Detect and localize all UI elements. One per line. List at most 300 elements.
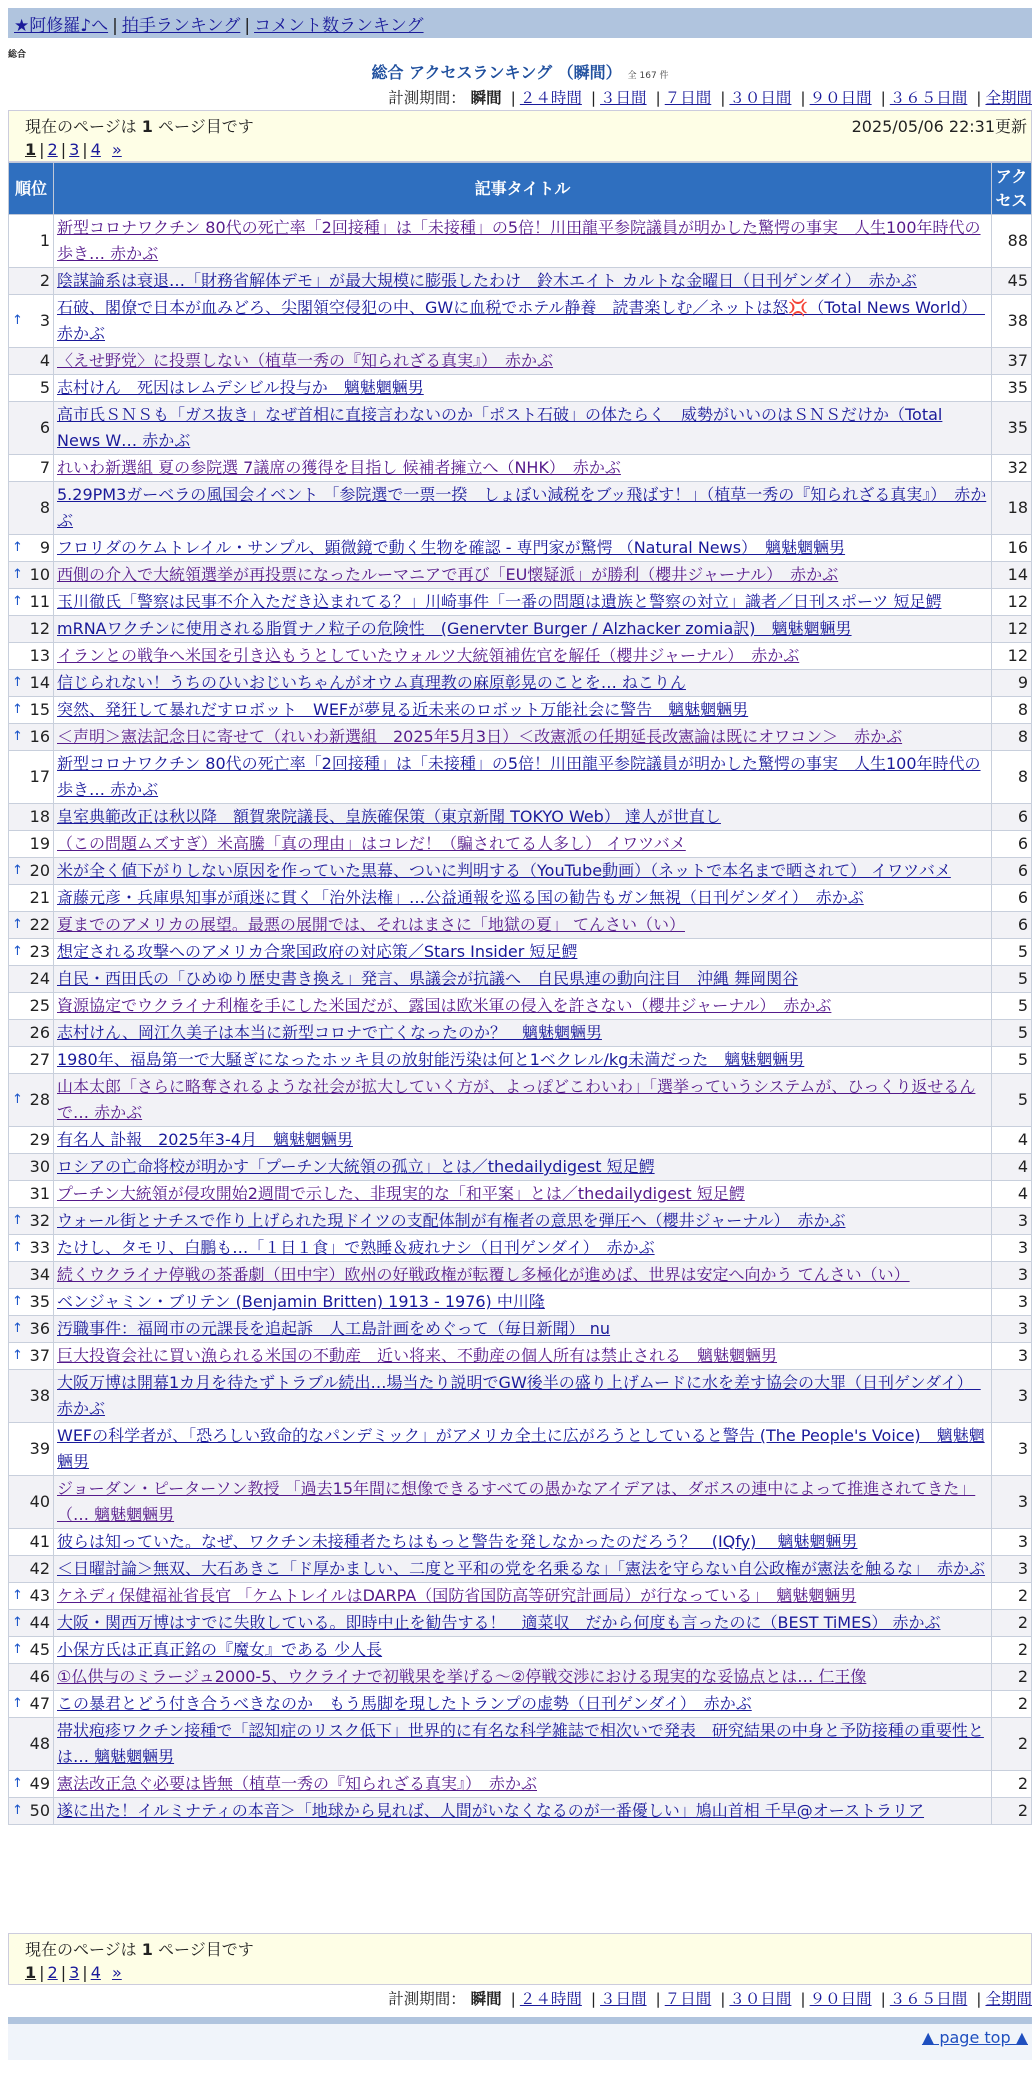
- rank-number: 9: [39, 538, 50, 557]
- rank-up-arrow-icon: ↑: [12, 1213, 23, 1228]
- access-count: 5: [992, 939, 1032, 966]
- table-row: [9, 858, 1032, 885]
- access-count: 2: [992, 1637, 1032, 1664]
- page-text-before: 現在のページは: [25, 117, 137, 136]
- rank-cell: [9, 215, 54, 268]
- home-link[interactable]: ★阿修羅♪へ: [14, 16, 109, 36]
- access-count: 12: [992, 616, 1032, 643]
- title-cell: [54, 402, 992, 455]
- rank-up-arrow-icon: ↑: [12, 1642, 23, 1657]
- access-count: 16: [992, 535, 1032, 562]
- rank-cell: [9, 804, 54, 831]
- article-title-link[interactable]: 志村けん 死因はレムデシビル投与か 魑魅魍魎男: [57, 378, 424, 397]
- table-row: [9, 1664, 1032, 1691]
- rank-cell: [9, 1047, 54, 1074]
- rank-number: 5: [39, 378, 50, 397]
- table-row: [9, 215, 1032, 268]
- article-title-link[interactable]: 大阪・関西万博はすでに失敗している。即時中止を勧告する！ 適菜収 だから何度も言ったのに（BEST TiMES） 赤かぶ: [57, 1613, 941, 1632]
- title-cell: [54, 1208, 992, 1235]
- period-separator: |: [880, 89, 886, 107]
- article-title-link[interactable]: 皇室典範改正は秋以降 額賀衆院議長、皇族確保策（東京新聞 TOKYO Web） 達人が世直し: [57, 807, 721, 826]
- table-row: [9, 589, 1032, 616]
- title-cell: [54, 643, 992, 670]
- rank-cell: [9, 1316, 54, 1343]
- rank-cell: [9, 1718, 54, 1771]
- period-selector-bottom: [332, 1987, 1032, 2009]
- access-count: 6: [992, 858, 1032, 885]
- rank-number: 48: [29, 1734, 50, 1753]
- rank-up-arrow-icon: ↑: [12, 594, 23, 609]
- article-title-link[interactable]: イランとの戦争へ米国を引き込もうとしていたウォルツ大統領補佐官を解任（櫻井ジャーナル） 赤かぶ: [57, 646, 800, 665]
- title-cell: [54, 482, 992, 535]
- rank-cell: [9, 1423, 54, 1476]
- rank-cell: [9, 295, 54, 348]
- article-title-link[interactable]: れいわ新選組 夏の参院選 7議席の獲得を目指し 候補者擁立へ（NHK） 赤かぶ: [57, 458, 621, 477]
- title-cell: [54, 993, 992, 1020]
- table-row: [9, 1610, 1032, 1637]
- rank-number: 27: [29, 1050, 50, 1069]
- rank-up-arrow-icon: ↑: [12, 917, 23, 932]
- table-row: [9, 482, 1032, 535]
- table-row: [9, 1529, 1032, 1556]
- access-count: 5: [992, 1074, 1032, 1127]
- article-title-link[interactable]: 大阪万博は開幕1カ月を待たずトラブル続出…場当たり説明でGW後半の盛り上げムードに水を差す協会の大罪（日刊ゲンダイ） 赤かぶ: [57, 1373, 981, 1418]
- article-title-link[interactable]: 彼らは知っていた。なぜ、ワクチン未接種者たちはもっと警告を発しなかったのだろう？ (IQfy) 魑魅魍魎男: [57, 1532, 858, 1551]
- rank-up-arrow-icon: ↑: [12, 1240, 23, 1255]
- article-title-link[interactable]: mRNAワクチンに使用される脂質ナノ粒子の危険性 (Genervter Burger / Alzhacker zomia訳) 魑魅魍魎男: [57, 619, 852, 638]
- title-cell: [54, 1343, 992, 1370]
- access-count: 12: [992, 589, 1032, 616]
- rank-number: 45: [29, 1640, 50, 1659]
- page-top-bar: [8, 2024, 1032, 2060]
- rank-number: 46: [29, 1667, 50, 1686]
- pager-page-2[interactable]: 2: [47, 140, 58, 159]
- page-info-top: [8, 110, 1032, 162]
- rank-number: 35: [29, 1292, 50, 1311]
- access-count: 88: [992, 215, 1032, 268]
- article-title-link[interactable]: 高市氏ＳＮＳも「ガス抜き」なぜ首相に直接言わないのか「ポスト石破」の体たらく 威勢がいいのはＳＮＳだけか（Total News W… 赤かぶ: [57, 405, 943, 450]
- rank-cell: [9, 912, 54, 939]
- article-title-link[interactable]: 想定される攻撃へのアメリカ合衆国政府の対応策／Stars Insider 短足鰐: [57, 942, 578, 961]
- title-cell: [54, 616, 992, 643]
- table-row: [9, 1262, 1032, 1289]
- pager-next[interactable]: »: [111, 1963, 122, 1982]
- article-title-link[interactable]: たけし、タモリ、白鵬も…「１日１食」で熟睡＆疲れナシ（日刊ゲンダイ） 赤かぶ: [57, 1238, 655, 1257]
- table-row: [9, 295, 1032, 348]
- period-all-link[interactable]: 全期間: [985, 1990, 1032, 2008]
- title-cell: [54, 562, 992, 589]
- table-row: [9, 643, 1032, 670]
- section-label: 総合: [8, 50, 27, 60]
- article-title-link[interactable]: 遂に出た！イルミナティの本音＞「地球から見れば、人間がいなくなるのが一番優しい」鳩山首相 千早@オーストラリア: [57, 1801, 925, 1820]
- period-90d-link[interactable]: ９０日間: [809, 89, 872, 107]
- table-row: [9, 1316, 1032, 1343]
- access-count: 2: [992, 1771, 1032, 1798]
- article-title-link[interactable]: 米が全く値下がりしない原因を作っていた黒幕、ついに判明する（YouTube動画）（ネットで本名まで晒されて） イワツバメ: [57, 861, 951, 880]
- comment-ranking-link[interactable]: コメント数ランキング: [254, 16, 424, 36]
- period-365d-link[interactable]: ３６５日間: [889, 1990, 968, 2008]
- rank-cell: [9, 724, 54, 751]
- period-30d-link[interactable]: ３０日間: [729, 89, 792, 107]
- table-row: [9, 1181, 1032, 1208]
- title-cell: [54, 1771, 992, 1798]
- rank-up-arrow-icon: ↑: [12, 1588, 23, 1603]
- rank-cell: [9, 1181, 54, 1208]
- access-count: 12: [992, 643, 1032, 670]
- title-cell: [54, 1370, 992, 1423]
- rank-number: 30: [29, 1157, 50, 1176]
- article-title-link[interactable]: 1980年、福島第一で大騒ぎになったホッキ貝の放射能汚染は何と1ベクレル/kg未満だった 魑魅魍魎男: [57, 1050, 805, 1069]
- rank-number: 33: [29, 1238, 50, 1257]
- article-title-link[interactable]: 夏までのアメリカの展望。最悪の展開では、それはまさに「地獄の夏」 てんさい（い）: [57, 915, 685, 934]
- period-separator: |: [800, 89, 806, 107]
- article-title-link[interactable]: ベンジャミン・ブリテン (Benjamin Britten) 1913 - 1976) 中川隆: [57, 1292, 545, 1311]
- access-count: 3: [992, 1423, 1032, 1476]
- period-separator: |: [590, 1990, 597, 2008]
- article-title-link[interactable]: 帯状疱疹ワクチン接種で「認知症のリスク低下」世界的に有名な科学雑誌で相次いで発表 研究結果の中身と予防接種の重要性とは… 魑魅魍魎男: [57, 1721, 984, 1766]
- period-separator: |: [976, 1990, 982, 2008]
- period-7d-link[interactable]: ７日間: [664, 89, 712, 107]
- table-row: [9, 1637, 1032, 1664]
- rank-cell: [9, 643, 54, 670]
- article-title-link[interactable]: 資源協定でウクライナ利権を手にした米国だが、露国は欧米軍の侵入を許さない（櫻井ジャーナル） 赤かぶ: [57, 996, 832, 1015]
- article-title-link[interactable]: 巨大投資会社に買い漁られる米国の不動産 近い将来、不動産の個人所有は禁止される 魑魅魍魎男: [57, 1346, 778, 1365]
- table-row: [9, 1047, 1032, 1074]
- nav-separator: |: [244, 16, 251, 36]
- article-title-link[interactable]: この暴君とどう付き合うべきなのか もう馬脚を現したトランプの虚勢（日刊ゲンダイ） 赤かぶ: [57, 1694, 752, 1713]
- access-count: 8: [992, 724, 1032, 751]
- title-cell: [54, 1127, 992, 1154]
- article-title-link[interactable]: ウォール街とナチスで作り上げられた現ドイツの支配体制が有権者の意思を弾圧へ（櫻井ジャーナル） 赤かぶ: [57, 1211, 846, 1230]
- article-title-link[interactable]: ケネディ保健福祉省長官 「ケムトレイルはDARPA（国防省国防高等研究計画局）が行なっている」 魑魅魍魎男: [57, 1586, 857, 1605]
- pager-next[interactable]: »: [111, 140, 122, 159]
- table-header-row: [9, 163, 1032, 215]
- article-title-link[interactable]: 信じられない！うちのひいおじいちゃんがオウム真理教の麻原彰晃のことを… ねこりん: [57, 673, 686, 692]
- rank-number: 13: [29, 646, 50, 665]
- article-title-link[interactable]: 突然、発狂して暴れだすロボット WEFが夢見る近未来のロボット万能社会に警告 魑魅魍魎男: [57, 700, 749, 719]
- article-title-link[interactable]: 自民・西田氏の「ひめゆり歴史書き換え」発言、県議会が抗議へ 自民県連の動向注目 沖縄 舞岡関谷: [57, 969, 799, 988]
- article-title-link[interactable]: 憲法改正急ぐ必要は皆無（植草一秀の『知られざる真実』） 赤かぶ: [57, 1774, 538, 1793]
- pager-page-4[interactable]: 4: [90, 140, 101, 159]
- pager-separator: |: [39, 140, 45, 159]
- table-row: [9, 348, 1032, 375]
- rank-cell: [9, 1020, 54, 1047]
- article-title-link[interactable]: 山本太郎「さらに略奪されるような社会が拡大していく方が、よっぽどこわいわ」「選挙っていうシステムが、ひっくり返せるんで… 赤かぶ: [57, 1077, 976, 1122]
- rank-up-arrow-icon: ↑: [12, 1348, 23, 1363]
- applause-ranking-link[interactable]: 拍手ランキング: [121, 16, 241, 36]
- rank-cell: [9, 1343, 54, 1370]
- article-title-link[interactable]: 志村けん、岡江久美子は本当に新型コロナで亡くなったのか？ 魑魅魍魎男: [57, 1023, 602, 1042]
- pager-page-3[interactable]: 3: [69, 140, 80, 159]
- title-cell: [54, 1154, 992, 1181]
- page-text-after: ページ目です: [158, 117, 254, 136]
- table-row: [9, 375, 1032, 402]
- title-cell: [54, 1047, 992, 1074]
- access-count: 2: [992, 1798, 1032, 1825]
- access-count: 6: [992, 804, 1032, 831]
- table-row: [9, 535, 1032, 562]
- rank-number: 25: [29, 996, 50, 1015]
- access-count: 3: [992, 1370, 1032, 1423]
- article-title-link[interactable]: 陰謀論系は衰退…「財務省解体デモ」が最大規模に膨張したわけ 鈴木エイト カルトな金曜日（日刊ゲンダイ） 赤かぶ: [57, 271, 917, 290]
- article-title-link[interactable]: 有名人 訃報 2025年3-4月 魑魅魍魎男: [57, 1130, 353, 1149]
- title-cell: [54, 912, 992, 939]
- title-cell: [54, 589, 992, 616]
- article-title-link[interactable]: 石破、閣僚で日本が血みどろ、尖閣領空侵犯の中、GWに血税でホテル静養 読書楽しむ／ネットは怒💢（Total News World） 赤かぶ: [57, 298, 985, 343]
- article-title-link[interactable]: 斎藤元彦・兵庫県知事が頑迷に貫く「治外法権」…公益通報を巡る国の勧告もガン無視（日刊ゲンダイ） 赤かぶ: [57, 888, 864, 907]
- title-cell: [54, 831, 992, 858]
- article-title-link[interactable]: ロシアの亡命将校が明かす「プーチン大統領の孤立」とは／thedailydigest 短足鰐: [57, 1157, 655, 1176]
- title-cell: [54, 1664, 992, 1691]
- table-row: [9, 1154, 1032, 1181]
- top-nav-bar: [8, 8, 1032, 38]
- table-row: [9, 912, 1032, 939]
- rank-up-arrow-icon: ↑: [12, 729, 23, 744]
- rank-number: 38: [29, 1386, 50, 1405]
- total-count: 全 167 件: [627, 71, 669, 81]
- table-row: [9, 562, 1032, 589]
- access-count: 3: [992, 1476, 1032, 1529]
- access-count: 2: [992, 1610, 1032, 1637]
- current-page-number: 1: [141, 1940, 153, 1959]
- title-cell: [54, 1074, 992, 1127]
- rank-up-arrow-icon: ↑: [12, 313, 23, 328]
- article-title-link[interactable]: 続くウクライナ停戦の茶番劇（田中宇）欧州の好戦政権が転覆し多極化が進めば、世界は安定へ向かう てんさい（い）: [57, 1265, 910, 1284]
- rank-cell: [9, 1262, 54, 1289]
- access-count: 3: [992, 1208, 1032, 1235]
- article-title-link[interactable]: 玉川徹氏「警察は民事不介入ただき込まれてる？」川崎事件「一番の問題は遺族と警察の対立」識者／日刊スポーツ 短足鰐: [57, 592, 942, 611]
- period-separator: |: [720, 89, 726, 107]
- period-24h-link[interactable]: ２４時間: [519, 89, 582, 107]
- rank-number: 15: [29, 700, 50, 719]
- title-cell: [54, 1798, 992, 1825]
- ranking-rows: [9, 215, 1032, 1825]
- updated-timestamp: 2025/05/06 22:31更新: [851, 117, 1027, 136]
- pager-page-3[interactable]: 3: [69, 1963, 80, 1982]
- pager-current: 1: [25, 1963, 37, 1982]
- rank-number: 10: [29, 565, 50, 584]
- header-title: 記事タイトル: [54, 163, 992, 215]
- rank-number: 7: [39, 458, 50, 477]
- rank-up-arrow-icon: ↑: [12, 1321, 23, 1336]
- pager-separator: |: [39, 1963, 45, 1982]
- title-cell: [54, 1637, 992, 1664]
- rank-cell: [9, 1289, 54, 1316]
- table-row: [9, 697, 1032, 724]
- rank-number: 11: [29, 592, 50, 611]
- table-row: [9, 268, 1032, 295]
- article-title-link[interactable]: フロリダのケムトレイル・サンプル、顕微鏡で動く生物を確認 - 専門家が驚愕 （Natural News） 魑魅魍魎男: [57, 538, 846, 557]
- rank-number: 20: [29, 861, 50, 880]
- period-selector: [332, 86, 1032, 108]
- title-cell: [54, 1583, 992, 1610]
- rank-number: 12: [29, 619, 50, 638]
- access-count: 3: [992, 1262, 1032, 1289]
- table-row: [9, 966, 1032, 993]
- access-count: 45: [992, 268, 1032, 295]
- table-row: [9, 1691, 1032, 1718]
- header-access: アクセス: [992, 163, 1032, 215]
- article-title-link[interactable]: （この問題ムズすぎ）米高騰「真の理由」はコレだ！（騙されてる人多し） イワツバメ: [57, 834, 686, 853]
- rank-number: 32: [29, 1211, 50, 1230]
- rank-cell: [9, 1610, 54, 1637]
- rank-cell: [9, 375, 54, 402]
- table-row: [9, 402, 1032, 455]
- period-365d-link[interactable]: ３６５日間: [889, 89, 968, 107]
- period-separator: |: [880, 1990, 886, 2008]
- rank-cell: [9, 1583, 54, 1610]
- period-30d-link[interactable]: ３０日間: [729, 1990, 792, 2008]
- period-current: 瞬間: [470, 1990, 502, 2008]
- title-cell: [54, 375, 992, 402]
- table-row: [9, 1423, 1032, 1476]
- access-count: 9: [992, 670, 1032, 697]
- pager-separator: |: [60, 140, 67, 159]
- rank-number: 21: [29, 888, 50, 907]
- article-title-link[interactable]: 〈えせ野党〉に投票しない（植草一秀の『知られざる真実』） 赤かぶ: [57, 351, 554, 370]
- article-title-link[interactable]: 新型コロナワクチン 80代の死亡率「2回接種」は「未接種」の5倍！川田龍平参院議員が明かした驚愕の事実 人生100年時代の歩き… 赤かぶ: [57, 754, 981, 799]
- article-title-link[interactable]: 汚職事件：福岡市の元課長を追起訴 人工島計画をめぐって（毎日新聞） nu: [57, 1319, 611, 1338]
- rank-number: 39: [29, 1439, 50, 1458]
- title-cell: [54, 885, 992, 912]
- rank-cell: [9, 562, 54, 589]
- rank-cell: [9, 993, 54, 1020]
- article-title-link[interactable]: WEFの科学者が、「恐ろしい致命的なパンデミック」がアメリカ全土に広がろうとしていると警告 (The People's Voice) 魑魅魍魎男: [57, 1426, 985, 1471]
- rank-number: 42: [29, 1559, 50, 1578]
- table-row: [9, 1289, 1032, 1316]
- pager-page-2[interactable]: 2: [47, 1963, 58, 1982]
- rank-up-arrow-icon: ↑: [12, 702, 23, 717]
- period-3d-link[interactable]: ３日間: [600, 89, 647, 107]
- period-all-link[interactable]: 全期間: [985, 89, 1032, 107]
- page-top-link[interactable]: ▲ page top ▲: [921, 2028, 1028, 2047]
- title-cell: [54, 215, 992, 268]
- title-cell: [54, 751, 992, 804]
- access-count: 35: [992, 375, 1032, 402]
- period-label: 計測期間：: [388, 1990, 466, 2008]
- rank-up-arrow-icon: ↑: [12, 1776, 23, 1791]
- title-cell: [54, 1610, 992, 1637]
- access-count: 2: [992, 1718, 1032, 1771]
- table-row: [9, 939, 1032, 966]
- rank-cell: [9, 402, 54, 455]
- rank-cell: [9, 1154, 54, 1181]
- rank-cell: [9, 1127, 54, 1154]
- rank-up-arrow-icon: ↑: [12, 1294, 23, 1309]
- period-90d-link[interactable]: ９０日間: [809, 1990, 872, 2008]
- article-title-link[interactable]: 小保方氏は正真正銘の『魔女』である 少人長: [57, 1640, 383, 1659]
- title-cell: [54, 804, 992, 831]
- article-title-link[interactable]: ジョーダン・ピーターソン教授 「過去15年間に想像できるすべての愚かなアイデアは、ダボスの連中によって推進されてきた」（… 魑魅魍魎男: [57, 1479, 976, 1524]
- table-row: [9, 670, 1032, 697]
- title-cell: [54, 348, 992, 375]
- pager-separator: |: [82, 1963, 88, 1982]
- period-3d-link[interactable]: ３日間: [600, 1990, 647, 2008]
- period-current: 瞬間: [470, 89, 502, 107]
- table-row: [9, 885, 1032, 912]
- title-cell: [54, 1423, 992, 1476]
- rank-cell: [9, 1771, 54, 1798]
- access-count: 35: [992, 402, 1032, 455]
- rank-cell: [9, 751, 54, 804]
- rank-number: 43: [29, 1586, 50, 1605]
- rank-up-arrow-icon: ↑: [12, 1803, 23, 1818]
- access-count: 3: [992, 1529, 1032, 1556]
- title-cell: [54, 670, 992, 697]
- rank-cell: [9, 831, 54, 858]
- nav-separator: |: [112, 16, 118, 36]
- period-label: 計測期間：: [388, 89, 466, 107]
- title-cell: [54, 1316, 992, 1343]
- table-row: [9, 1127, 1032, 1154]
- title-cell: [54, 1289, 992, 1316]
- period-separator: |: [655, 89, 661, 107]
- table-row: [9, 455, 1032, 482]
- title-cell: [54, 966, 992, 993]
- access-count: 5: [992, 1047, 1032, 1074]
- table-row: [9, 1718, 1032, 1771]
- table-row: [9, 1476, 1032, 1529]
- rank-cell: [9, 1074, 54, 1127]
- access-count: 37: [992, 348, 1032, 375]
- title-cell: [54, 1691, 992, 1718]
- access-count: 32: [992, 455, 1032, 482]
- rank-cell: [9, 1235, 54, 1262]
- pager-current: 1: [25, 140, 37, 159]
- article-title-link[interactable]: 西側の介入で大統領選挙が再投票になったルーマニアで再び「EU懐疑派」が勝利（櫻井ジャーナル） 赤かぶ: [57, 565, 839, 584]
- page-title: [8, 60, 1032, 84]
- title-cell: [54, 858, 992, 885]
- rank-cell: [9, 966, 54, 993]
- rank-cell: [9, 858, 54, 885]
- access-count: 3: [992, 1556, 1032, 1583]
- article-title-link[interactable]: ＜日曜討論＞無双、大石あきこ「ド厚かましい、二度と平和の党を名乗るな」「憲法を守らない自公政権が憲法を触るな」 赤かぶ: [57, 1559, 986, 1578]
- rank-cell: [9, 1556, 54, 1583]
- rank-cell: [9, 670, 54, 697]
- rank-number: 17: [29, 767, 50, 786]
- access-count: 18: [992, 482, 1032, 535]
- pagination: [25, 140, 1015, 159]
- pager-page-4[interactable]: 4: [90, 1963, 101, 1982]
- page-text-after: ページ目です: [158, 1940, 254, 1959]
- rank-number: 16: [29, 727, 50, 746]
- rank-cell: [9, 1208, 54, 1235]
- rank-number: 50: [29, 1801, 50, 1820]
- header-rank: 順位: [9, 163, 54, 215]
- article-title-link[interactable]: ＜声明＞憲法記念日に寄せて（れいわ新選組 2025年5月3日）＜改憲派の任期延長改憲論は既にオワコン＞ 赤かぶ: [57, 727, 903, 746]
- rank-number: 23: [29, 942, 50, 961]
- title-cell: [54, 1476, 992, 1529]
- rank-number: 24: [29, 969, 50, 988]
- period-24h-link[interactable]: ２４時間: [519, 1990, 582, 2008]
- period-7d-link[interactable]: ７日間: [664, 1990, 712, 2008]
- access-count: 4: [992, 1127, 1032, 1154]
- rank-cell: [9, 1637, 54, 1664]
- rank-number: 4: [39, 351, 50, 370]
- article-title-link[interactable]: 5.29PM3ガーベラの風国会イベント 「参院選で一票一揆 しょぼい減税をブッ飛ばす！」（植草一秀の『知られざる真実』） 赤かぶ: [57, 485, 987, 530]
- period-separator: |: [590, 89, 597, 107]
- article-title-link[interactable]: 新型コロナワクチン 80代の死亡率「2回接種」は「未接種」の5倍！川田龍平参院議員が明かした驚愕の事実 人生100年時代の歩き… 赤かぶ: [57, 218, 981, 263]
- rank-cell: [9, 939, 54, 966]
- article-title-link[interactable]: プーチン大統領が侵攻開始2週間で示した、非現実的な「和平案」とは／thedailydigest 短足鰐: [57, 1184, 745, 1203]
- table-row: [9, 1798, 1032, 1825]
- article-title-link[interactable]: ①仏供与のミラージュ2000-5、ウクライナで初戦果を挙げる～②停戦交渉における現実的な妥協点とは… 仁王像: [57, 1667, 867, 1686]
- title-cell: [54, 1529, 992, 1556]
- table-row: [9, 1771, 1032, 1798]
- period-separator: |: [510, 89, 516, 107]
- table-row: [9, 1020, 1032, 1047]
- period-separator: |: [800, 1990, 806, 2008]
